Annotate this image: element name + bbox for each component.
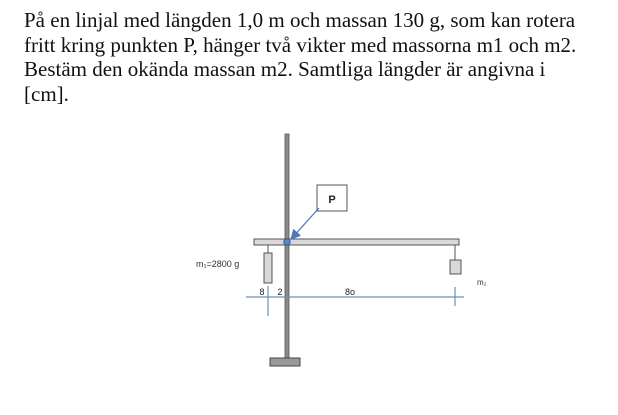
m2-label: m₂ — [477, 278, 487, 287]
stand-base — [270, 358, 300, 366]
stand-pole — [285, 134, 289, 360]
pivot-arrow — [292, 208, 319, 238]
problem-line-3: Bestäm den okända massan m2. Samtliga längder är angivna i — [24, 57, 546, 81]
m1-label: m₁=2800 g — [196, 259, 240, 269]
dimension-label-middle: 2 — [277, 287, 283, 297]
m2-weight — [450, 260, 461, 274]
problem-line-2: fritt kring punkten P, hänger två vikter med massorna m1 och m2. — [24, 32, 577, 57]
pivot-label: P — [328, 194, 336, 206]
dimension-label-left: 8 — [259, 287, 265, 297]
pivot-point — [284, 239, 290, 245]
m1-weight — [264, 253, 272, 283]
dimension-label-right: 8o — [344, 287, 356, 297]
problem-line-1: På en linjal med längden 1,0 m och massan 130 g, som kan rotera — [24, 8, 576, 32]
problem-line-4: [cm]. — [24, 81, 69, 106]
